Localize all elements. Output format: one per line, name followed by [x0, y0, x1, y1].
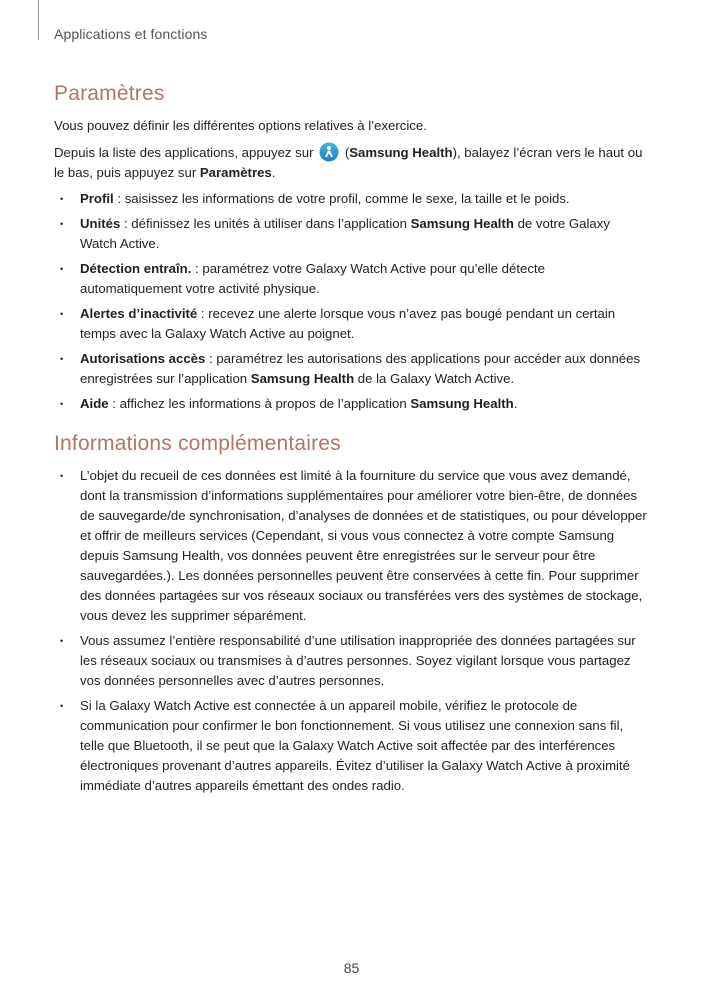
list-item-unites: • Unités : définissez les unités à utiliser dans l’application Samsung Health de votre Galaxy Watch Active. — [54, 214, 650, 254]
list-item-profil: • Profil : saisissez les informations de votre profil, comme le sexe, la taille et le poids. — [54, 189, 650, 209]
page-number: 85 — [343, 960, 360, 976]
instruction-target: Paramètres — [199, 165, 272, 180]
list-item-info: • Si la Galaxy Watch Active est connectée à un appareil mobile, vérifiez le protocole de communication pour confirmer le bon fonctionnement. Si vous utilisez une connexion sans fil, telle que Bluetooth, il se peut que la Galaxy Watch Active soit affectée par des interférences électroniques provenant d’autres appareils. Évitez d’utiliser la Galaxy Watch Active à proximité immédiate d’autres appareils émettant des ondes radio. — [54, 696, 650, 796]
settings-list — [54, 189, 650, 414]
instruction-app-name: Samsung Health — [349, 145, 453, 160]
section-title-informations: Informations complémentaires — [54, 432, 341, 455]
section-title-parametres: Paramètres — [54, 82, 165, 105]
list-item-autorisations: • Autorisations accès : paramétrez les autorisations des applications pour accéder aux données enregistrées sur l’application Samsung Health de la Galaxy Watch Active. — [54, 349, 650, 389]
instruction-open: ( — [341, 145, 350, 160]
instruction-paragraph — [54, 142, 650, 183]
header-rule — [38, 0, 39, 40]
list-item-aide: • Aide : affichez les informations à propos de l’application Samsung Health. — [54, 394, 650, 414]
list-item-detection: • Détection entraîn. : paramétrez votre Galaxy Watch Active pour qu’elle détecte automatiquement votre activité physique. — [54, 259, 650, 299]
info-list — [54, 466, 650, 796]
samsung-health-icon — [319, 142, 339, 162]
instruction-middle: ), balayez l’écran vers le haut ou le bas, puis appuyez sur — [54, 145, 643, 180]
list-item-alertes: • Alertes d’inactivité : recevez une alerte lorsque vous n’avez pas bougé pendant un certain temps avec la Galaxy Watch Active au poignet. — [54, 304, 650, 344]
instruction-prefix: Depuis la liste des applications, appuyez sur — [54, 145, 314, 160]
list-item-info: • Vous assumez l’entière responsabilité d’une utilisation inappropriée des données partagées sur les réseaux sociaux ou transmises à d’autres personnes. Soyez vigilant lorsque vous partagez vos données personnelles avec d’autres personnes. — [54, 631, 650, 691]
intro-paragraph: Vous pouvez définir les différentes options relatives à l’exercice. — [54, 118, 427, 133]
page-content — [54, 82, 650, 801]
instruction-end: . — [271, 165, 276, 180]
running-head: Applications et fonctions — [54, 26, 208, 42]
list-item-info: • L’objet du recueil de ces données est limité à la fourniture du service que vous avez demandé, dont la transmission d’informations supplémentaires pour améliorer votre bien-être, de données de sauvegarde/de synchronisation, d’analyses de données et de statistiques, ou pour développer et offrir de meilleurs services (Cependant, si vous vous connectez à votre compte Samsung depuis Samsung Health, vos données peuvent être enregistrées sur le serveur pour être sauvegardées.). Les données personnelles peuvent être conservées à cette fin. Pour supprimer des données partagées sur vos réseaux sociaux ou transférées vers des systèmes de stockage, vous devez les supprimer séparément. — [54, 466, 650, 626]
